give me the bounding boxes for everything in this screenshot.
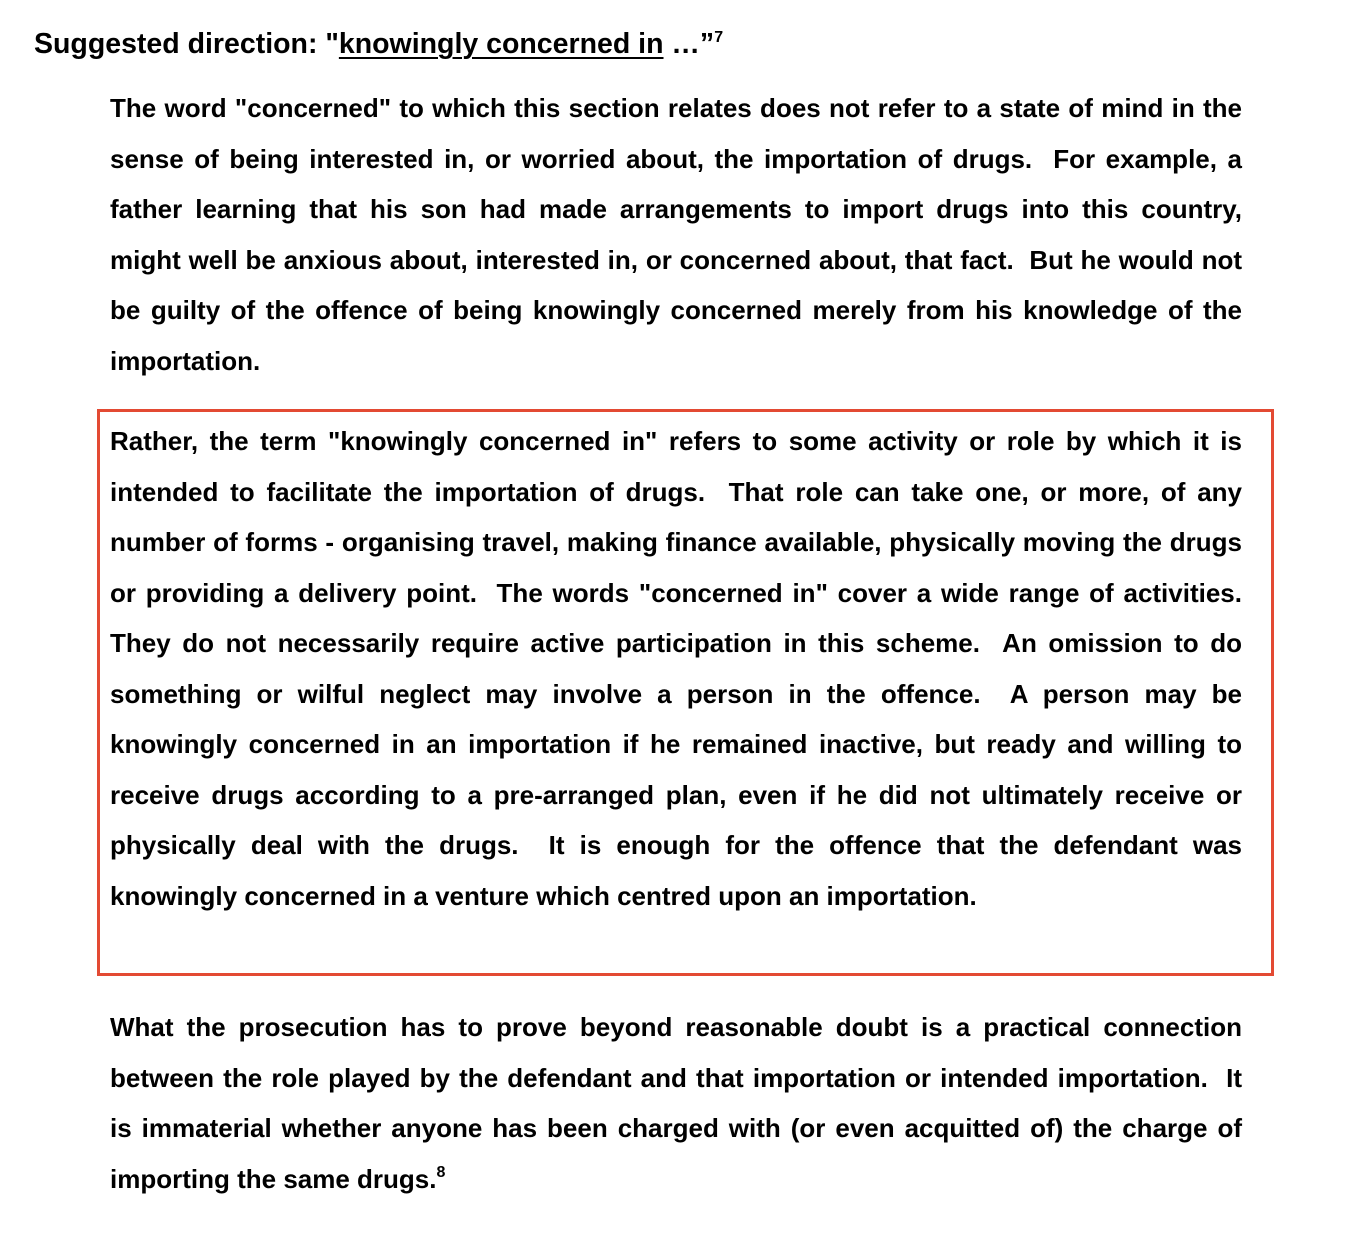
heading-prefix: Suggested direction: " [34, 28, 339, 60]
heading-suffix: …” [663, 28, 715, 60]
heading-term: knowingly concerned in [338, 28, 664, 60]
paragraph-concerned-meaning [110, 83, 1250, 386]
section-heading [34, 22, 723, 66]
paragraph-knowingly-concerned-role [110, 416, 1250, 921]
paragraph-text: Rather, the term "knowingly concerned in" refers to some activity or role by which it is intended to facilitate the importation of drugs. That role can take one, or more, of any number of forms - organising travel, making finance available, physically moving the drugs or providing a delivery point. The words "concerned in" cover a wide range of activities. They do not necessarily require active participation in this scheme. An omission to do something or wilful neglect may involve a person in the offence. A person may be knowingly concerned in an importation if he remained inactive, but ready and willing to receive drugs according to a pre-arranged plan, even if he did not ultimately receive or physically deal with the drugs. It is enough for the offence that the defendant was knowingly concerned in a venture which centred upon an importation. [110, 426, 1250, 911]
footnote-ref[interactable]: 8 [436, 1163, 446, 1181]
footnote-ref[interactable]: 7 [714, 29, 724, 46]
paragraph-prosecution-proof [110, 1002, 1250, 1204]
paragraph-text: What the prosecution has to prove beyond reasonable doubt is a practical connection between the role played by the defendant and that importation or intended importation. It is immaterial whether anyone has been charged with (or even acquitted of) the charge of importing the same drugs. [110, 1012, 1250, 1194]
paragraph-text: The word "concerned" to which this section relates does not refer to a state of mind in the sense of being interested in, or worried about, the importation of drugs. For example, a father learning that his son had made arrangements to import drugs into this country, might well be anxious about, interested in, or concerned about, that fact. But he would not be guilty of the offence of being knowingly concerned merely from his knowledge of the importation. [110, 93, 1250, 376]
